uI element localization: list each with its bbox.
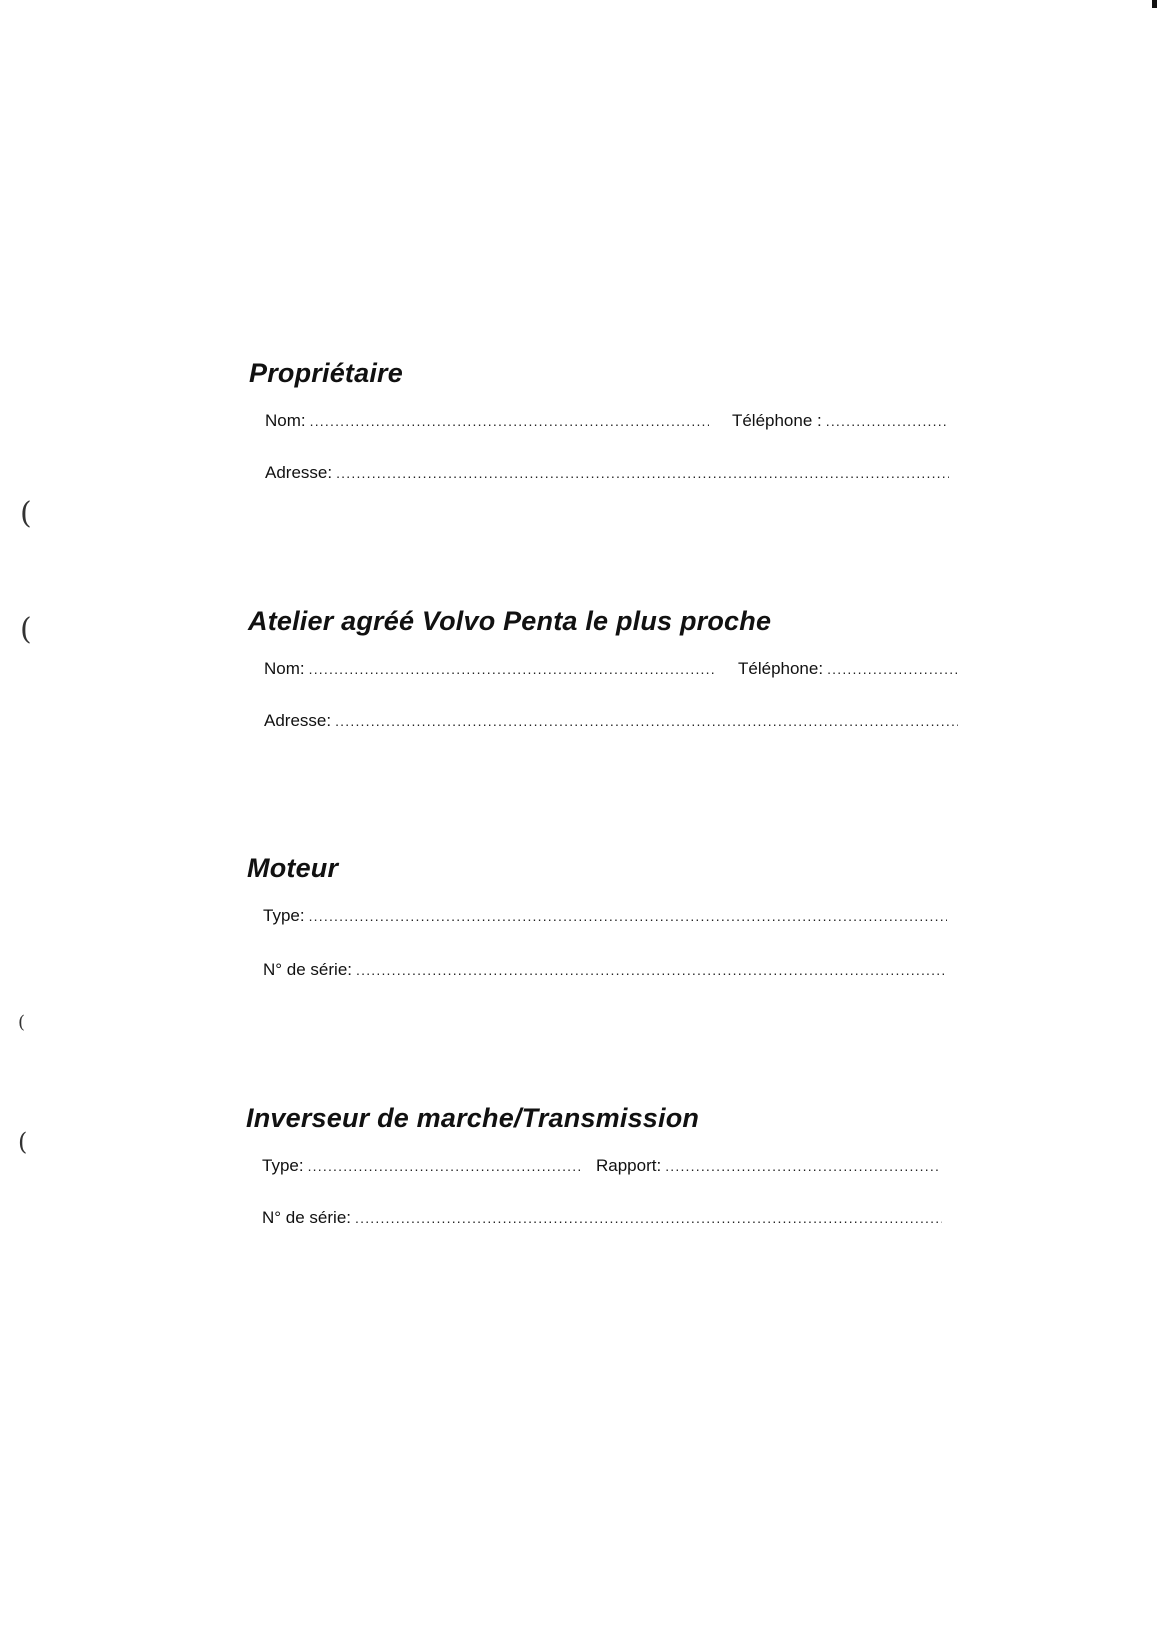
type-label: Type: [263,906,305,925]
adresse-dotted-line [336,465,949,481]
rapport-label: Rapport: [596,1156,662,1175]
serie-row [262,1208,946,1230]
type-dotted-line [308,1158,580,1174]
nom-field[interactable] [264,659,714,679]
adresse-label: Adresse: [264,711,332,730]
nom-label: Nom: [264,659,305,678]
section-proprietaire [249,358,949,485]
nom-telephone-row [264,659,968,681]
adresse-row [264,711,968,733]
telephone-dotted-line [827,661,958,677]
type-label: Type: [262,1156,304,1175]
rapport-field[interactable] [596,1156,938,1176]
section-atelier [248,606,968,733]
adresse-label: Adresse: [265,463,333,482]
binder-mark: ( [18,1012,26,1033]
section-title: Inverseur de marche/Transmission [246,1103,700,1133]
type-field[interactable] [262,1156,580,1176]
binder-mark: ( [20,496,32,531]
type-field[interactable] [263,906,947,926]
nom-dotted-line [310,413,709,429]
serie-dotted-line [356,962,947,978]
section-title: Moteur [247,853,339,883]
serie-dotted-line [355,1210,942,1226]
adresse-row [265,463,949,485]
adresse-field[interactable] [265,463,949,483]
serie-label: N° de série: [263,960,353,979]
type-row [263,906,947,928]
nom-dotted-line [309,661,714,677]
adresse-dotted-line [335,713,958,729]
telephone-dotted-line [826,413,949,429]
binder-mark: ( [18,1128,28,1156]
serie-label: N° de série: [262,1208,352,1227]
section-title: Propriétaire [249,358,403,388]
telephone-label: Téléphone : [731,411,822,430]
adresse-field[interactable] [264,711,958,731]
type-rapport-row [262,1156,946,1178]
nom-field[interactable] [265,411,709,431]
section-title: Atelier agréé Volvo Penta le plus proche [248,606,772,636]
serie-field[interactable] [262,1208,942,1228]
type-dotted-line [309,908,947,924]
section-inverseur [246,1103,946,1230]
telephone-label: Téléphone: [738,659,824,678]
serie-field[interactable] [263,960,947,980]
section-moteur [247,853,947,982]
nom-telephone-row [265,411,949,433]
nom-label: Nom: [265,411,306,430]
corner-mark [1152,0,1157,8]
telephone-field[interactable] [732,411,949,431]
binder-mark: ( [20,612,32,647]
rapport-dotted-line [665,1158,938,1174]
telephone-field[interactable] [738,659,958,679]
serie-row [263,960,947,982]
